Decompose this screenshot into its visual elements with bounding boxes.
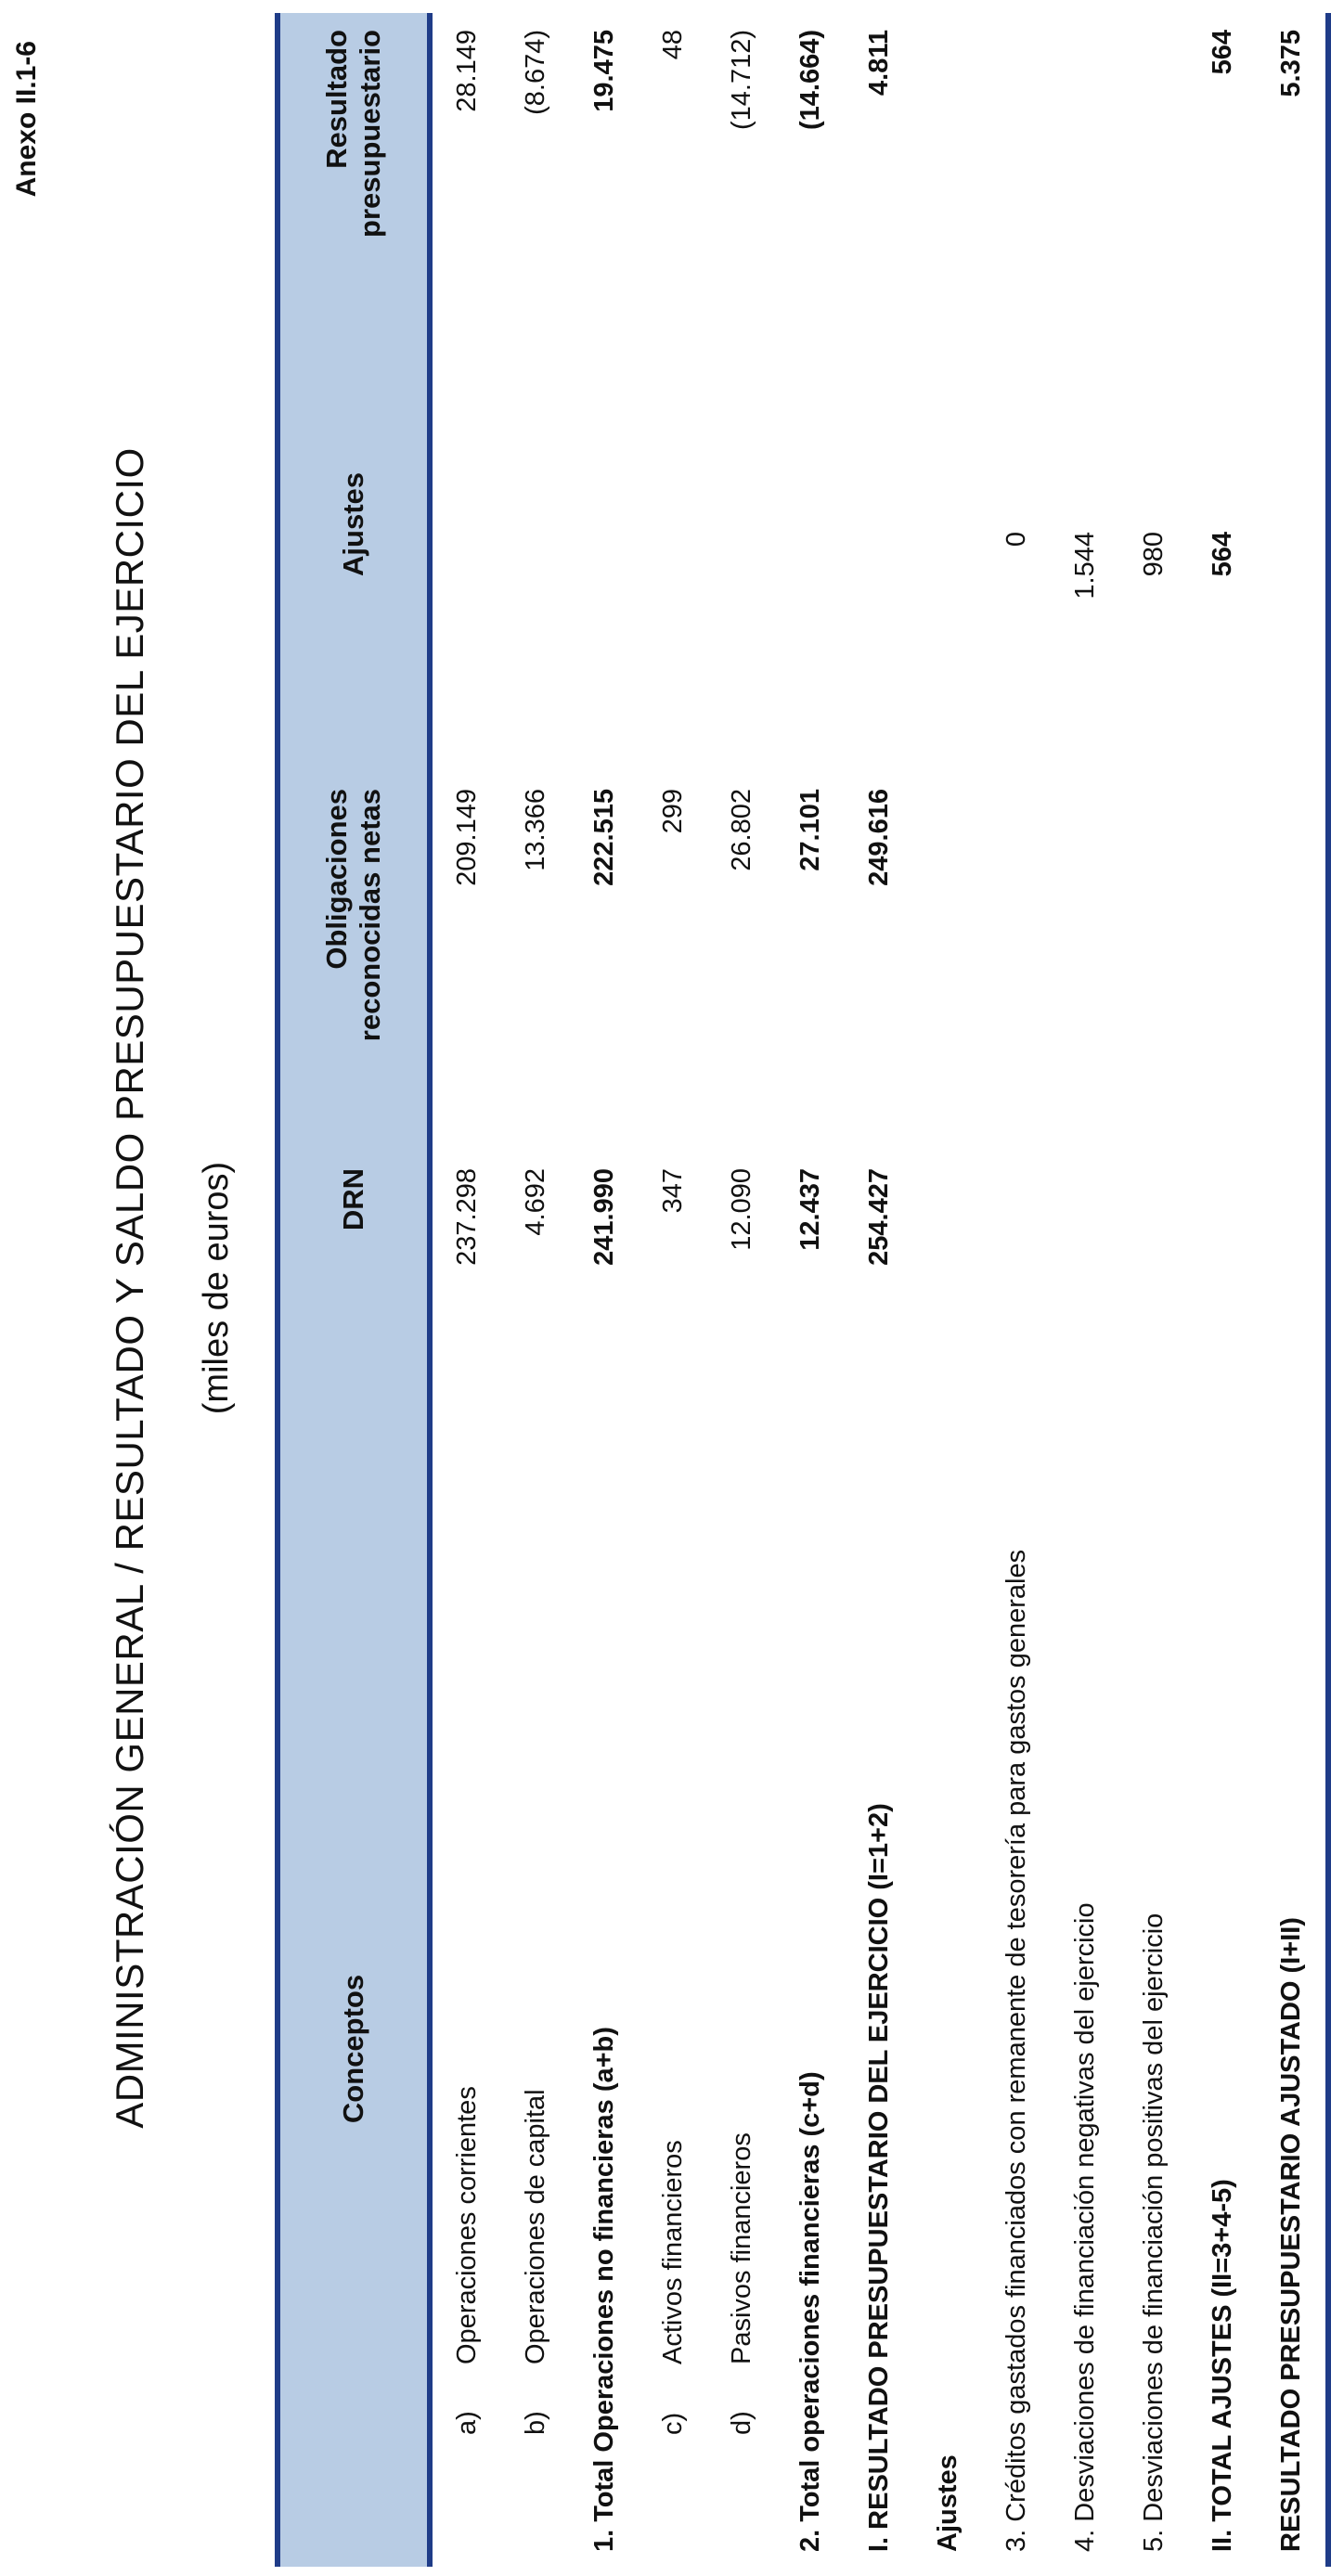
row-obligaciones [1051, 772, 1119, 1152]
row-drn: 4.692 [520, 1168, 550, 1236]
row-drn [1188, 1152, 1257, 1531]
row-drn: 254.427 [863, 1168, 894, 1266]
row-drn [1051, 1152, 1119, 1531]
row-concept: b)Operaciones de capital [520, 2089, 550, 2435]
table-row [707, 13, 776, 2567]
row-resultado: 28.149 [451, 30, 482, 112]
row-drn: 12.437 [795, 1168, 825, 1251]
header-concepts: Conceptos [278, 1531, 430, 2567]
row-concept: 5. Desviaciones de financiación positivas del ejercicio [1138, 1913, 1169, 2552]
row-drn: 237.298 [451, 1168, 482, 1266]
row-resultado: 48 [657, 30, 688, 60]
row-resultado: 564 [1207, 30, 1237, 75]
row-obligaciones [1119, 772, 1188, 1152]
page-title: ADMINISTRACIÓN GENERAL / RESULTADO Y SALDO PRESUPUESTARIO DEL EJERCICIO [108, 447, 151, 2129]
row-concept: d)Pasivos financieros [726, 2132, 756, 2435]
table-row [1051, 13, 1119, 2567]
table-section-heading [913, 13, 982, 2567]
row-resultado: 4.811 [863, 30, 894, 96]
row-concept: a)Operaciones corrientes [451, 2086, 482, 2435]
row-drn [1257, 1152, 1328, 1531]
table-row [982, 13, 1051, 2567]
row-ajustes [430, 393, 501, 772]
row-obligaciones [913, 772, 982, 1152]
row-resultado [913, 13, 982, 393]
header-drn: DRN [278, 1152, 430, 1531]
row-ajustes [913, 393, 982, 772]
row-concept: RESULTADO PRESUPUESTARIO AJUSTADO (I+II) [1257, 1531, 1328, 2567]
row-ajustes [845, 393, 913, 772]
row-drn: 347 [657, 1168, 688, 1214]
row-drn [1119, 1152, 1188, 1531]
row-drn: 12.090 [726, 1168, 756, 1251]
annex-label: Anexo II.1-6 [11, 41, 42, 198]
row-obligaciones: 222.515 [588, 789, 619, 886]
row-obligaciones [1188, 772, 1257, 1152]
header-resultado: Resultado presupuestario [278, 13, 430, 393]
row-ajustes: 980 [1138, 532, 1169, 577]
row-concept: c)Activos financieros [657, 2140, 688, 2435]
table-row-result [845, 13, 913, 2567]
row-resultado: (14.712) [726, 30, 756, 131]
row-resultado: 19.475 [588, 30, 619, 112]
table-row-final [1257, 13, 1328, 2567]
table-row-total [570, 13, 639, 2567]
table-row-total [1188, 13, 1257, 2567]
row-obligaciones: 26.802 [726, 789, 756, 871]
row-ajustes: 1.544 [1069, 532, 1100, 599]
row-concept: 1. Total Operaciones no financieras (a+b) [588, 2027, 619, 2552]
row-concept: 3. Créditos gastados financiados con remanente de tesorería para gastos generales [1001, 1549, 1031, 2552]
row-obligaciones: 209.149 [451, 789, 482, 886]
header-obligaciones: Obligaciones reconocidas netas [278, 772, 430, 1152]
row-resultado [982, 13, 1051, 393]
header-ajustes: Ajustes [278, 393, 430, 772]
row-resultado: (14.664) [795, 30, 825, 131]
row-concept: 2. Total operaciones financieras (c+d) [795, 2071, 825, 2552]
row-obligaciones: 249.616 [863, 789, 894, 886]
row-ajustes [1257, 393, 1328, 772]
row-ajustes [776, 393, 845, 772]
row-resultado: 5.375 [1257, 13, 1328, 393]
row-drn: 241.990 [588, 1168, 619, 1266]
row-obligaciones: 299 [657, 789, 688, 834]
row-obligaciones: 27.101 [795, 789, 825, 871]
table-row-total [776, 13, 845, 2567]
table-row [1119, 13, 1188, 2567]
row-ajustes [639, 393, 707, 772]
table-row [501, 13, 570, 2567]
row-drn [913, 1152, 982, 1531]
page-subtitle: (miles de euros) [197, 1161, 236, 1415]
budget-result-table [275, 13, 1331, 2567]
row-ajustes: 0 [1001, 532, 1031, 547]
row-resultado [1051, 13, 1119, 393]
row-resultado [1119, 13, 1188, 393]
row-ajustes [707, 393, 776, 772]
row-concept: 4. Desviaciones de financiación negativas del ejercicio [1069, 1902, 1100, 2552]
row-resultado: (8.674) [520, 30, 550, 115]
row-obligaciones [982, 772, 1051, 1152]
row-concept: I. RESULTADO PRESUPUESTARIO DEL EJERCICIO (I=1+2) [863, 1803, 894, 2552]
row-obligaciones [1257, 772, 1328, 1152]
row-ajustes: 564 [1207, 532, 1237, 577]
row-obligaciones: 13.366 [520, 789, 550, 871]
row-ajustes [570, 393, 639, 772]
row-drn [982, 1152, 1051, 1531]
table-row [430, 13, 501, 2567]
table-row [639, 13, 707, 2567]
section-heading-ajustes: Ajustes [932, 2454, 963, 2552]
table-header-row [278, 13, 430, 2567]
row-ajustes [501, 393, 570, 772]
row-concept: II. TOTAL AJUSTES (II=3+4-5) [1207, 2179, 1237, 2552]
